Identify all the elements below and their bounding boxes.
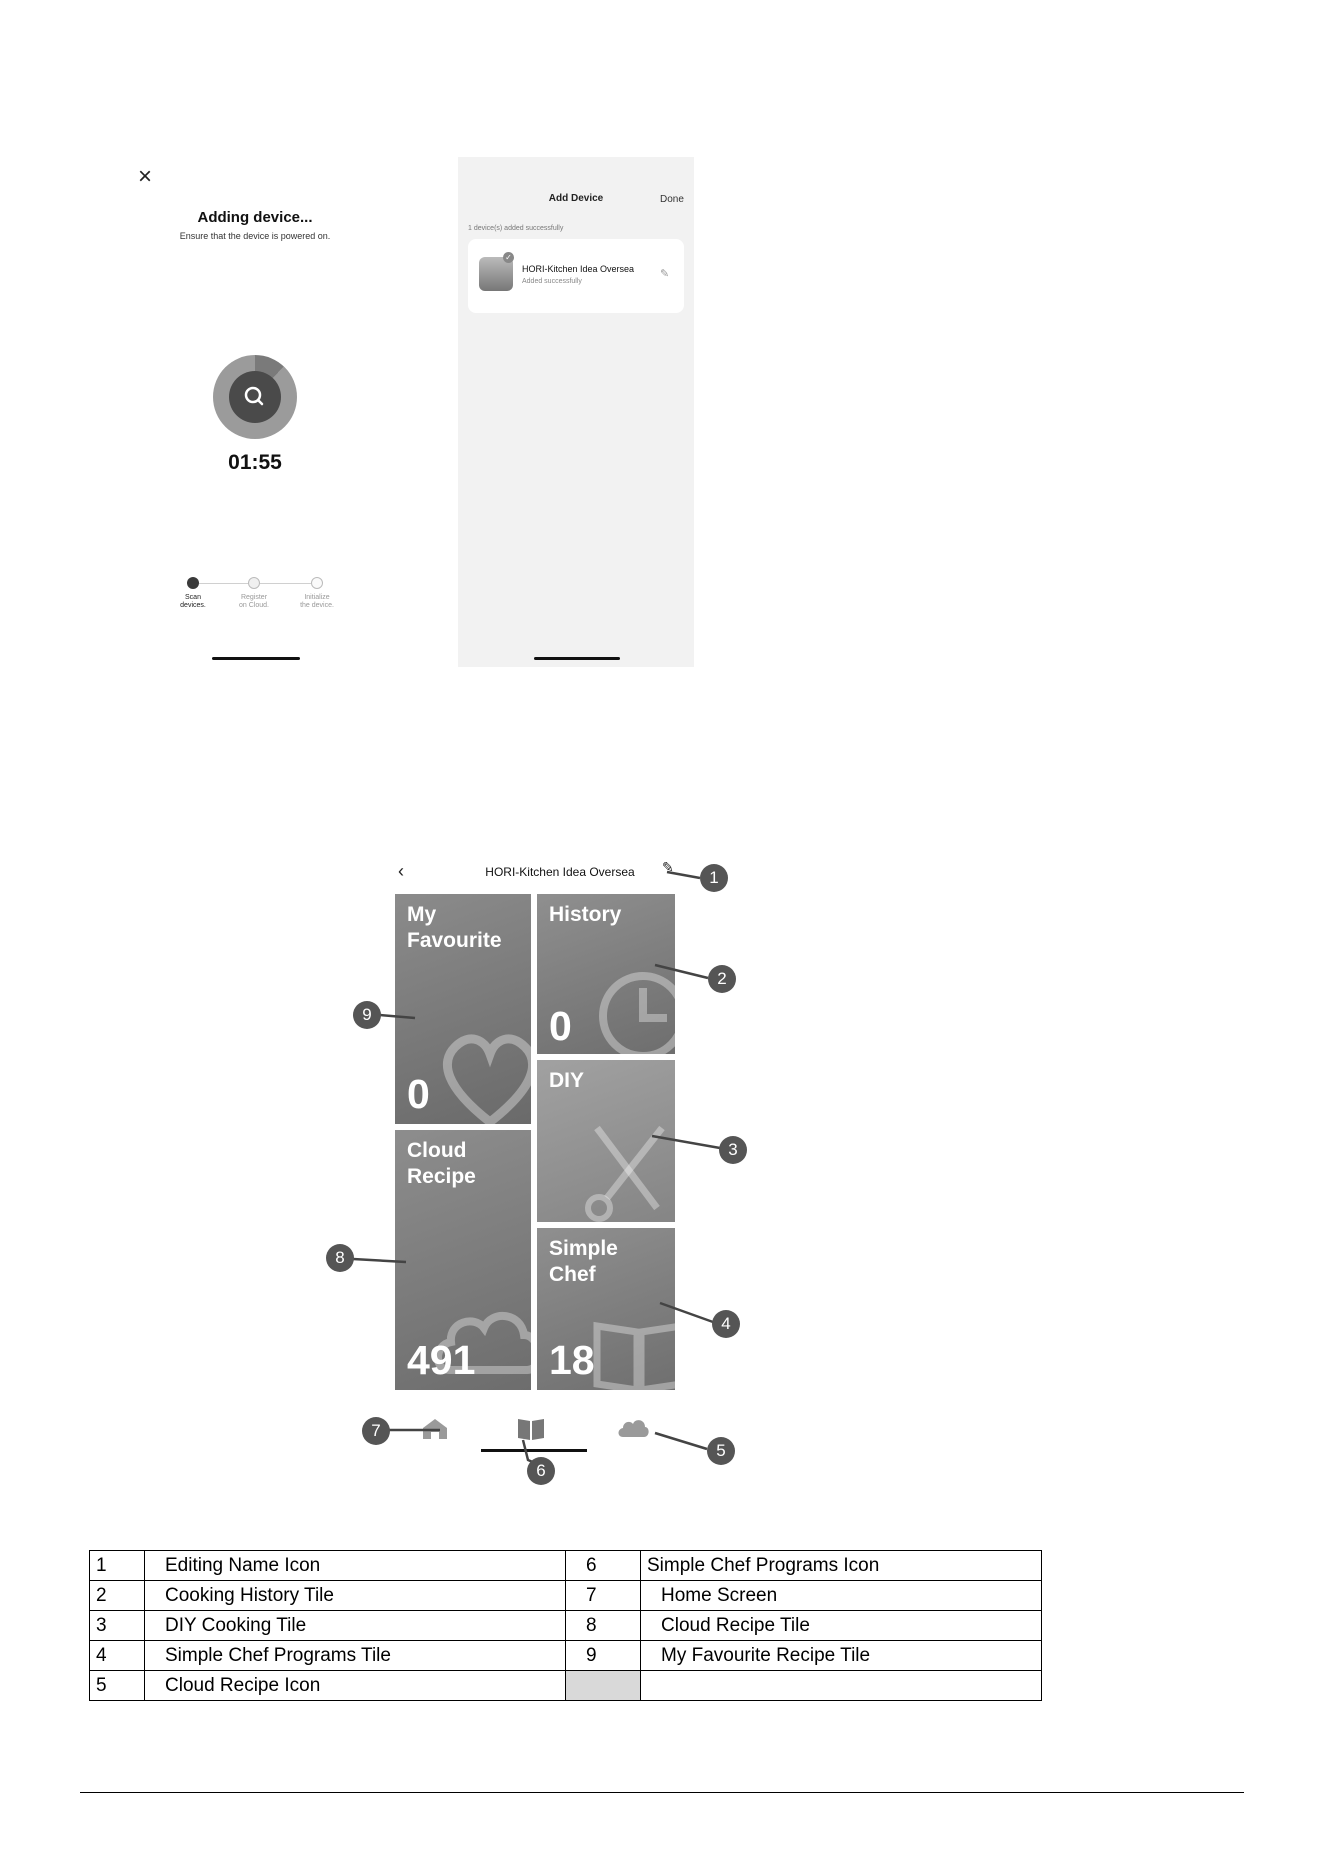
legend-text: Cloud Recipe Icon — [145, 1671, 566, 1701]
back-chevron-icon[interactable]: ‹ — [398, 861, 404, 881]
footer-rule — [80, 1792, 1244, 1793]
cloud-label-line2: Recipe — [407, 1165, 476, 1188]
legend-text: Simple Chef Programs Icon — [641, 1551, 1042, 1581]
legend-num: 4 — [90, 1641, 145, 1671]
scan-progress-ring — [213, 355, 297, 439]
simple-label-line2: Chef — [549, 1263, 596, 1286]
favourite-label-line1: My — [407, 903, 437, 926]
adding-title: Adding device... — [197, 209, 313, 226]
open-book-icon — [589, 1314, 675, 1390]
added-count: 1 device(s) added successfully — [468, 225, 564, 232]
check-icon: ✓ — [503, 252, 514, 263]
book-icon[interactable] — [516, 1416, 546, 1442]
step-initialize-line1: Initialize — [304, 594, 330, 601]
callout-legend-table — [89, 1550, 1042, 1701]
simple-chef-count: 18 — [549, 1337, 595, 1383]
device-card[interactable] — [468, 239, 684, 313]
favourite-label — [407, 902, 502, 954]
table-row — [90, 1671, 1042, 1701]
callout-7: 7 — [362, 1417, 390, 1445]
legend-num: 2 — [90, 1581, 145, 1611]
search-icon — [229, 371, 281, 423]
step-scan-line1: Scan — [185, 594, 201, 601]
table-row — [90, 1551, 1042, 1581]
my-favourite-tile[interactable] — [395, 894, 531, 1124]
history-label: History — [549, 903, 622, 926]
step-initialize-icon — [311, 577, 323, 589]
step-initialize-label — [282, 594, 352, 610]
callout-5: 5 — [707, 1437, 735, 1465]
legend-text-empty — [641, 1671, 1042, 1701]
done-button[interactable]: Done — [660, 194, 684, 205]
step-scan-icon — [187, 577, 199, 589]
cloud-recipe-tile[interactable] — [395, 1130, 531, 1390]
legend-num-empty — [566, 1671, 641, 1701]
step-scan-line2: devices. — [180, 602, 206, 609]
step-register-icon — [248, 577, 260, 589]
cloud-recipe-label — [407, 1138, 476, 1190]
step-initialize-line2: the device. — [300, 602, 334, 609]
simple-chef-tile[interactable] — [537, 1228, 675, 1390]
cloud-nav-icon[interactable] — [616, 1417, 650, 1439]
step-register-line2: on Cloud. — [239, 602, 269, 609]
legend-num: 6 — [566, 1551, 641, 1581]
clock-icon — [593, 966, 675, 1054]
legend-num: 3 — [90, 1611, 145, 1641]
diy-tile[interactable] — [537, 1060, 675, 1222]
favourite-label-line2: Favourite — [407, 929, 502, 952]
diy-label: DIY — [549, 1069, 585, 1092]
countdown-timer: 01:55 — [228, 451, 282, 474]
legend-text: Home Screen — [641, 1581, 1042, 1611]
legend-text: Editing Name Icon — [145, 1551, 566, 1581]
add-device-screen — [458, 157, 694, 667]
scan-core — [229, 371, 281, 423]
table-row — [90, 1581, 1042, 1611]
adding-subtitle: Ensure that the device is powered on. — [179, 231, 331, 241]
edit-name-icon[interactable]: ✎ — [662, 859, 674, 875]
legend-num: 5 — [90, 1671, 145, 1701]
scissors-icon — [577, 1118, 675, 1222]
callout-8: 8 — [326, 1244, 354, 1272]
table-row — [90, 1611, 1042, 1641]
callout-4: 4 — [712, 1310, 740, 1338]
callout-1: 1 — [700, 864, 728, 892]
home-indicator[interactable] — [212, 657, 300, 660]
edit-pencil-icon[interactable]: ✎ — [660, 268, 670, 280]
device-title: HORI-Kitchen Idea Oversea — [485, 865, 635, 879]
callout-3: 3 — [719, 1136, 747, 1164]
legend-num: 7 — [566, 1581, 641, 1611]
cloud-recipe-count: 491 — [407, 1337, 476, 1383]
legend-text: DIY Cooking Tile — [145, 1611, 566, 1641]
heart-icon — [435, 1012, 531, 1124]
callout-9: 9 — [353, 1001, 381, 1029]
legend-text: Cloud Recipe Tile — [641, 1611, 1042, 1641]
legend-num: 9 — [566, 1641, 641, 1671]
legend-text: Cooking History Tile — [145, 1581, 566, 1611]
legend-text: Simple Chef Programs Tile — [145, 1641, 566, 1671]
callout-6: 6 — [527, 1457, 555, 1485]
favourite-count: 0 — [407, 1071, 430, 1117]
cloud-label-line1: Cloud — [407, 1139, 467, 1162]
history-tile[interactable] — [537, 894, 675, 1054]
legend-num: 8 — [566, 1611, 641, 1641]
legend-text: My Favourite Recipe Tile — [641, 1641, 1042, 1671]
simple-chef-label — [549, 1236, 618, 1288]
simple-label-line1: Simple — [549, 1237, 618, 1260]
step-scan-label — [158, 594, 228, 610]
adding-device-screen — [130, 155, 380, 665]
step-register-label — [219, 594, 289, 610]
callout-2: 2 — [708, 965, 736, 993]
step-register-line1: Register — [240, 594, 268, 601]
table-row — [90, 1641, 1042, 1671]
close-icon[interactable]: × — [138, 163, 153, 190]
history-count: 0 — [549, 1003, 572, 1049]
nav-title: Add Device — [548, 193, 604, 204]
device-status: Added successfully — [522, 278, 582, 285]
legend-num: 1 — [90, 1551, 145, 1581]
home-icon[interactable] — [420, 1417, 450, 1441]
home-indicator[interactable] — [534, 657, 620, 660]
active-tab-indicator — [481, 1449, 587, 1452]
device-name: HORI-Kitchen Idea Oversea — [522, 264, 635, 274]
